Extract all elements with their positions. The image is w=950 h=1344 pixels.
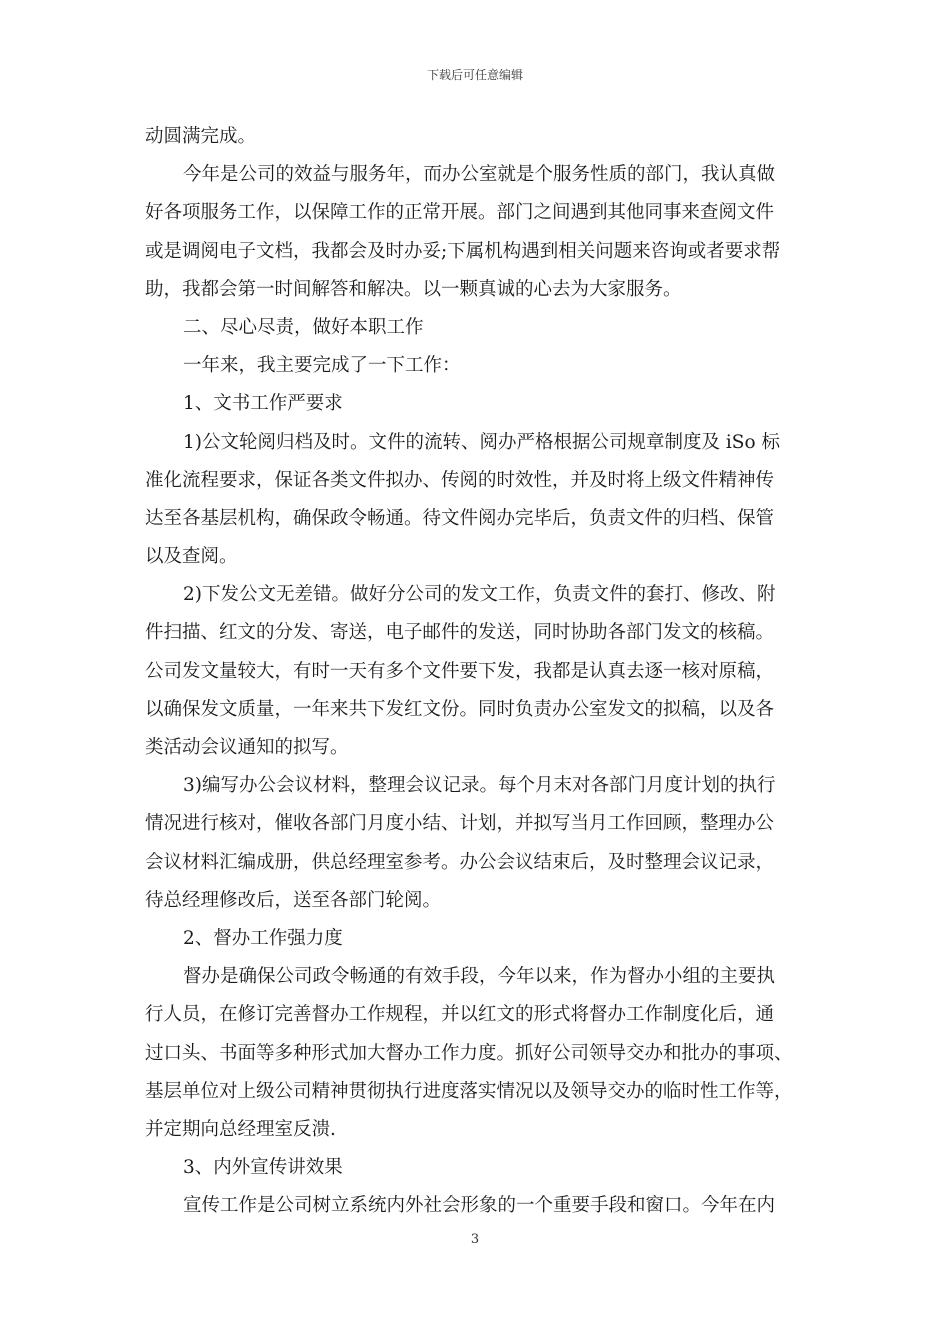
text-line: 1、文书工作严要求 <box>183 393 343 415</box>
text-line: 类活动会议通知的拟写。 <box>145 737 349 758</box>
text-line: 宣传工作是公司树立系统内外社会形象的一个重要手段和窗口。今年在内 <box>183 1195 776 1217</box>
text-line: 1)公文轮阅归档及时。文件的流转、阅办严格根据公司规章制度及 iSo 标 <box>183 431 780 453</box>
text-line: 好各项服务工作，以保障工作的正常开展。部门之间遇到其他同事来查阅文件 <box>145 202 775 224</box>
text-line: 2、督办工作强力度 <box>183 927 343 949</box>
text-line: 助，我都会第一时间解答和解决。以一颗真诚的心去为大家服务。 <box>145 278 682 300</box>
text-line: 督办是确保公司政令畅通的有效手段，今年以来，作为督办小组的主要执 <box>183 966 776 988</box>
text-line: 过口头、书面等多种形式加大督办工作力度。抓好公司领导交办和批办的事项、 <box>145 1042 793 1064</box>
text-line: 二、尽心尽责，做好本职工作 <box>183 316 424 338</box>
text-line: 动圆满完成。 <box>145 126 257 147</box>
text-line: 会议材料汇编成册，供总经理室参考。办公会议结束后，及时整理会议记录， <box>145 851 775 873</box>
text-line: 行人员，在修订完善督办工作规程，并以红文的形式将督办工作制度化后，通 <box>145 1004 775 1026</box>
text-line: 件扫描、红文的分发、寄送，电子邮件的发送，同时协助各部门发文的核稿。 <box>145 622 775 644</box>
text-line: 待总经理修改后，送至各部门轮阅。 <box>145 889 442 911</box>
text-line: 情况进行核对，催收各部门月度小结、计划，并拟写当月工作回顾，整理办公 <box>145 813 775 835</box>
text-line: 一年来，我主要完成了一下工作： <box>183 355 461 377</box>
text-line: 2)下发公文无差错。做好分公司的发文工作，负责文件的套打、修改、附 <box>183 584 776 606</box>
text-line: 3)编写办公会议材料，整理会议记录。每个月末对各部门月度计划的执行 <box>183 775 776 797</box>
text-line: 达至各基层机构，确保政令畅通。待文件阅办完毕后，负责文件的归档、保管 <box>145 507 775 529</box>
text-line: 3、内外宣传讲效果 <box>183 1157 343 1179</box>
document-body <box>145 118 812 1225</box>
page-header: 下载后可任意编辑 <box>426 68 523 82</box>
text-line: 基层单位对上级公司精神贯彻执行进度落实情况以及领导交办的临时性工作等， <box>145 1080 793 1102</box>
page-number: 3 <box>470 1232 480 1247</box>
text-line: 准化流程要求，保证各类文件拟办、传阅的时效性，并及时将上级文件精神传 <box>145 469 775 491</box>
text-line: 以及查阅。 <box>145 546 238 568</box>
text-line: 或是调阅电子文档，我都会及时办妥;下属机构遇到相关问题来咨询或者要求帮 <box>145 240 781 262</box>
text-line: 公司发文量较大，有时一天有多个文件要下发，我都是认真去逐一核对原稿， <box>145 660 775 682</box>
text-line: 并定期向总经理室反溃. <box>145 1118 336 1140</box>
text-line: 以确保发文质量，一年来共下发红文份。同时负责办公室发文的拟稿，以及各 <box>145 698 775 720</box>
text-line: 今年是公司的效益与服务年，而办公室就是个服务性质的部门，我认真做 <box>183 164 776 186</box>
